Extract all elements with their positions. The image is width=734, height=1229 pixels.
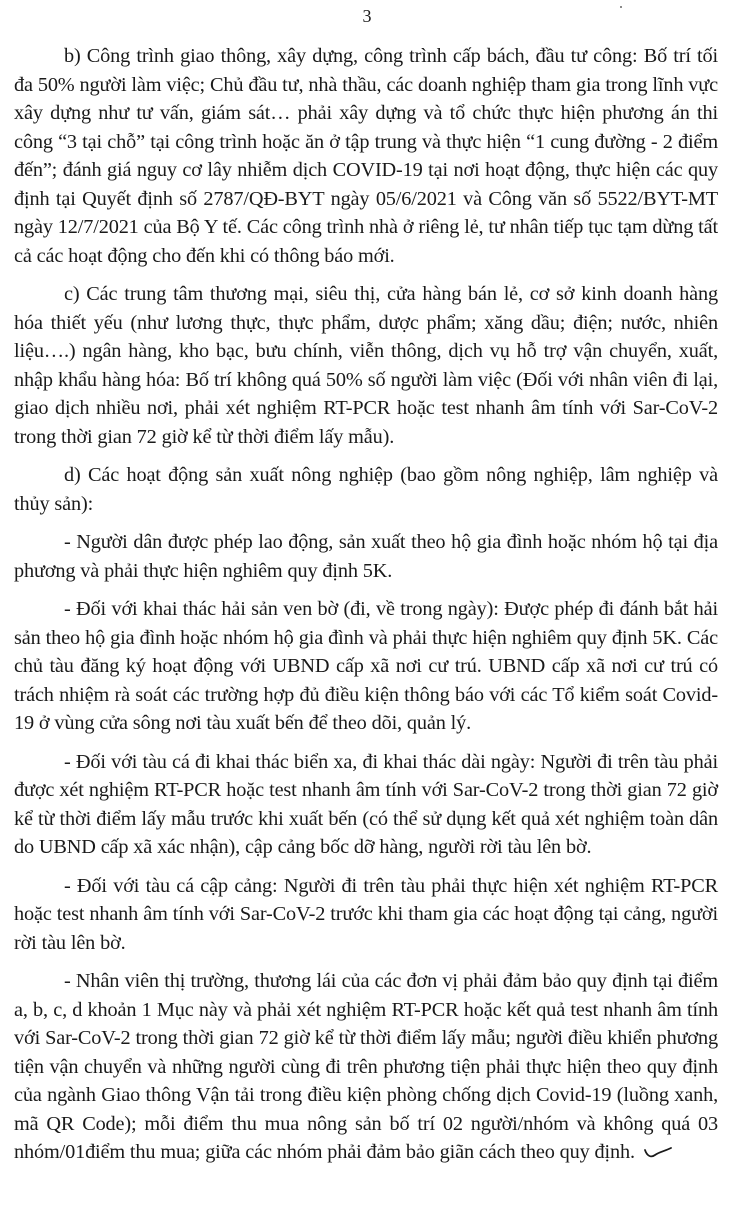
- paragraph-d-item-1: - Người dân được phép lao động, sản xuất theo hộ gia đình hoặc nhóm hộ tại địa phương và phải thực hiện nghiêm quy định 5K.: [14, 531, 718, 582]
- paragraph-b: b) Công trình giao thông, xây dựng, công trình cấp bách, đầu tư công: Bố trí tối đa 50% người làm việc; Chủ đầu tư, nhà thầu, các doanh nghiệp tham gia trong lĩnh vực xây dựng như tư vấn, giám sát… phải xây dựng và tổ chức thực hiện phương án thi công “3 tại chỗ” tại công trình hoặc ăn ở tập trung và thực hiện “1 cung đường - 2 điểm đến”; đánh giá nguy cơ lây nhiễm dịch COVID-19 tại nơi hoạt động, thực hiện các quy định tại Quyết định số 2787/QĐ-BYT ngày 05/6/2021 và Công văn số 5522/BYT-MT ngày 12/7/2021 của Bộ Y tế. Các công trình nhà ở riêng lẻ, tư nhân tiếp tục tạm dừng tất cả các hoạt động cho đến khi có thông báo mới.: [14, 45, 718, 267]
- page-number: 3: [362, 6, 372, 26]
- paragraph-d: d) Các hoạt động sản xuất nông nghiệp (bao gồm nông nghiệp, lâm nghiệp và thủy sản):: [14, 464, 718, 515]
- paragraph-c: c) Các trung tâm thương mại, siêu thị, cửa hàng bán lẻ, cơ sở kinh doanh hàng hóa thiết yếu (như lương thực, thực phẩm, dược phẩm; xăng dầu; điện; nước, nhiên liệu….) ngân hàng, kho bạc, bưu chính, viễn thông, dịch vụ hỗ trợ vận chuyển, xuất, nhập khẩu hàng hóa: Bố trí không quá 50% số người làm việc (Đối với nhân viên đi lại, giao dịch nhiều nơi, phải xét nghiệm RT-PCR hoặc test nhanh âm tính với Sar-CoV-2 trong thời gian 72 giờ kể từ thời điểm lấy mẫu).: [14, 283, 718, 448]
- paragraph-d-item-5-text: - Nhân viên thị trường, thương lái của các đơn vị phải đảm bảo quy định tại điểm a, b, c, d khoản 1 Mục này và phải xét nghiệm RT-PCR hoặc kết quả test nhanh âm tính với Sar-CoV-2 trong thời gian 72 giờ kể từ thời điểm lấy mẫu; người điều khiển phương tiện vận chuyển và những người cùng đi trên phương tiện phải thực hiện theo quy định của ngành Giao thông Vận tải trong điều kiện phòng chống dịch Covid-19 (luồng xanh, mã QR Code); mỗi điểm thu mua nông sản bố trí 02 người/nhóm và không quá 03 nhóm/01điểm thu mua; giữa các nhóm phải đảm bảo giãn cách theo quy định.: [14, 970, 718, 1163]
- paragraph-d-item-5: [14, 967, 718, 1167]
- document-body: [14, 42, 718, 1167]
- paragraph-d-item-3: - Đối với tàu cá đi khai thác biển xa, đi khai thác dài ngày: Người đi trên tàu phải được xét nghiệm RT-PCR hoặc test nhanh âm tính với Sar-CoV-2 trong thời gian 72 giờ kể từ thời điểm lấy mẫu trước khi xuất bến (có thể sử dụng kết quả xét nghiệm toàn dân do UBND cấp xã xác nhận), cập cảng bốc dỡ hàng, người rời tàu lên bờ.: [14, 750, 718, 858]
- paragraph-d-item-2: - Đối với khai thác hải sản ven bờ (đi, về trong ngày): Được phép đi đánh bắt hải sản theo hộ gia đình hoặc nhóm hộ gia đình và phải thực hiện nghiêm quy định 5K. Các chủ tàu đăng ký hoạt động với UBND cấp xã nơi cư trú. UBND cấp xã nơi cư trú có trách nhiệm rà soát các trường hợp đủ điều kiện thông báo với các Tổ kiểm soát Covid-19 ở vùng cửa sông nơi tàu xuất bến để theo dõi, quản lý.: [14, 598, 718, 734]
- handwritten-mark-icon: [643, 1146, 673, 1160]
- paragraph-d-item-4: - Đối với tàu cá cập cảng: Người đi trên tàu phải thực hiện xét nghiệm RT-PCR hoặc test nhanh âm tính với Sar-CoV-2 trước khi tham gia các hoạt động tại cảng, người rời tàu lên bờ.: [14, 874, 718, 954]
